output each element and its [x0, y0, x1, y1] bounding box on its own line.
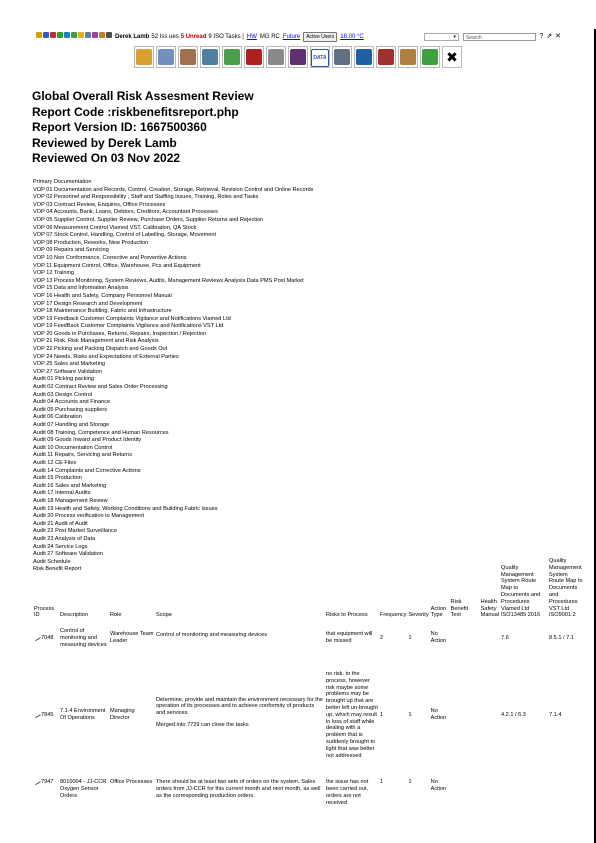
magnifier-icon[interactable]	[266, 46, 286, 68]
doc-list-item[interactable]: VOP 24 Needs, Risks and Expectations of External Parties	[33, 353, 179, 360]
tools-icon-art	[378, 49, 394, 65]
risks-cell: no risk. to the process, however risk maybe some problems may be brought up that are better left un-brought up, which may result in loss of staff while dealing with a problem that is suddenly brought to light that was better not addressed	[326, 670, 378, 759]
iso13485-cell: 7.6	[501, 634, 509, 641]
table-row	[33, 623, 584, 653]
doc-list-item[interactable]: Audit 04 Accounts and Finance	[33, 399, 111, 406]
table-row	[33, 653, 584, 777]
doc-list-item[interactable]: Audit 22 Post Market Surveillance	[33, 528, 117, 535]
action-type-cell: No Action	[430, 779, 447, 792]
frequency-cell: 1	[380, 779, 384, 786]
description-cell: Control of monitoring and measuring devices	[60, 627, 107, 648]
hs-manual-cell	[480, 777, 500, 823]
doc-list-item[interactable]: Audit 06 Calibration	[33, 414, 82, 421]
scope-paragraph: There should be at least two sets of orders on the system. Sales orders from JJ-CCR for this current month and next month, as well as the corresponding production orders.	[156, 779, 321, 799]
people-icon[interactable]	[178, 46, 198, 68]
data-icon[interactable]	[310, 46, 330, 68]
box-icon[interactable]	[398, 46, 418, 68]
report-version: Report Version ID: 1667500360	[32, 120, 207, 134]
help-icon[interactable]: ?	[539, 33, 544, 40]
close-x-icon-art: ✖	[444, 49, 460, 65]
check-icon[interactable]	[71, 32, 77, 38]
process-id-cell[interactable]	[33, 623, 59, 653]
edit-icon[interactable]	[33, 634, 41, 641]
toolbar-select[interactable]	[424, 33, 459, 41]
edit-icon[interactable]	[33, 711, 41, 718]
chevron-down-icon: ▾	[453, 34, 456, 40]
doc-list-item[interactable]: Audit 19 Health and Safety, Working Conditions and Building Fabric issues	[33, 505, 218, 512]
header-role: Role	[110, 612, 122, 619]
doc-list-item[interactable]: VOP 04 Accounts, Bank, Loans, Debtors, Creditors, Accountant Processes	[33, 209, 218, 216]
people-icon-art	[180, 49, 196, 65]
hs-manual-cell	[480, 623, 500, 653]
scope-cell	[155, 777, 325, 823]
doc-list-item[interactable]: Audit 18 Management Review	[33, 497, 108, 504]
chart-icon[interactable]	[92, 32, 98, 38]
doc-list-item[interactable]: Audit 08 Training, Competence and Human Resources	[33, 429, 169, 436]
toolbar-icons	[36, 31, 113, 43]
doc-list-item[interactable]: Audit 14 Complaints and Corrective Actions	[33, 467, 141, 474]
doc-list-item[interactable]: Audit 15 Production	[33, 475, 82, 482]
doc-list-item[interactable]: VOP 25 Sales and Marketing	[33, 361, 106, 368]
unread-count[interactable]: 5 Unread	[180, 34, 207, 40]
iso13485-cell: 4.2.1 / 6.3	[501, 711, 526, 718]
doc-list-item[interactable]: Audit 02 Contract Review and Sales Order Processing	[33, 384, 168, 391]
issues-count[interactable]: 52 Iss ues	[151, 34, 179, 40]
doc-list-item[interactable]: Audit 20 Process verification to Management	[33, 513, 145, 520]
header-qms-iso9001: Quality Management System Route Map to Documents and Procedures VST Ltd ISO9001:2	[549, 558, 583, 619]
temperature-link[interactable]: 18.00 °C	[340, 34, 364, 40]
process-id-cell[interactable]	[33, 653, 59, 777]
note-icon[interactable]	[78, 32, 84, 38]
globe-icon[interactable]	[64, 32, 70, 38]
doc-list-item[interactable]: VOP 19 FeedBack Customer Complaints Vigilance and Notifications VST Ltd	[33, 323, 224, 330]
cart-icon[interactable]	[156, 46, 176, 68]
iso13485-cell	[500, 777, 548, 823]
gear-icon-art	[334, 49, 350, 65]
frequency-cell: 2	[380, 634, 384, 641]
risks-cell: the issue has not been carried out, orders are not received	[326, 779, 369, 806]
scope-paragraph: Control of monitoring and measuring devices	[156, 632, 268, 639]
charts-icon-art	[202, 49, 218, 65]
table-row	[33, 777, 584, 823]
header-hs-manual: Health Safety Manual	[480, 598, 500, 619]
gear-icon[interactable]	[332, 46, 352, 68]
hw-link[interactable]: HW	[246, 34, 257, 40]
frequency-cell: 1	[380, 711, 384, 718]
iso9001-cell: 7.1.4	[549, 711, 562, 718]
number-icon[interactable]	[244, 46, 264, 68]
header-risks: Risks to Process	[326, 612, 368, 619]
reviewed-by: Reviewed by Derek Lamb	[32, 135, 177, 150]
role-cell: Warehouse Team Leader	[110, 631, 154, 645]
action-type-cell: No Action	[430, 631, 447, 645]
print-icon[interactable]	[106, 32, 112, 38]
home-icon[interactable]	[134, 46, 154, 68]
doc-list-item[interactable]: VOP 17 Design Research and Development	[33, 300, 143, 307]
doc-list-item[interactable]: Audit 10 Documentation Control	[33, 444, 113, 451]
header-severity: Severity	[408, 612, 429, 619]
scope-paragraph: Merged into 7729 can close the tasks	[156, 721, 249, 728]
hs-manual-cell	[480, 653, 500, 777]
scope-cell	[155, 653, 325, 777]
google-icon[interactable]	[222, 46, 242, 68]
doc-list-item[interactable]: VOP 18 Maintenance Building, Fabric and Infrastructure	[33, 308, 172, 315]
app-icon-strip	[134, 46, 462, 78]
severity-cell: 1	[408, 779, 412, 786]
edit-icon[interactable]	[33, 778, 41, 785]
severity-cell: 1	[408, 634, 412, 641]
doc-list-item[interactable]: Audit 09 Goods Inward and Product Identity	[33, 437, 142, 444]
doc-list-item[interactable]: Audit 16 Sales and Marketing	[33, 482, 107, 489]
doc-list-item[interactable]: VOP 09 Repairs and Servicing	[33, 247, 109, 254]
data-icon-art: DATA	[311, 49, 329, 67]
process-id[interactable]: 7048	[41, 634, 54, 641]
header-description: Description	[60, 612, 88, 619]
doc-list-item[interactable]: VOP 02 Personnel and Responsibility , Staff and Staffing Issues, Training, Roles and Tasks	[33, 194, 259, 201]
header-qms-iso13485: Quality Management System Route Map to Documents and Procedures Viamed Ltd ISO13485 2016	[501, 564, 541, 619]
number-icon-art	[246, 49, 262, 65]
doc-list-item[interactable]: VOP 05 Supplier Control, Supplier Review, Purchase Orders, Supplier Returns and Rejection	[33, 216, 264, 223]
severity-cell: 1	[408, 711, 412, 718]
doc-list-item[interactable]: VOP 01 Documentation and Records, Control, Creation, Storage, Retrieval, Revision Control and Online Records	[33, 186, 314, 193]
risk-benefit-cell	[450, 653, 480, 777]
user-name[interactable]: Derek Lamb	[115, 34, 150, 40]
cycle-icon[interactable]	[354, 46, 374, 68]
doc-list-item[interactable]: Audit 24 Service Logs	[33, 543, 88, 550]
doc-list-item[interactable]: Audit 21 Audit of Audit	[33, 520, 88, 527]
close-icon[interactable]: ✕	[555, 33, 561, 40]
scope-paragraph: Determine, provide and maintain the environment necessary for the operation of its processes and to achieve conformity of products and services.	[156, 696, 323, 717]
page-title: Global Overall Risk Assesment Review	[32, 89, 254, 103]
doc-list-item[interactable]: Risk Benefit Report	[33, 566, 82, 573]
role-cell: Managing Director	[110, 708, 135, 722]
doc-list-item[interactable]: VOP 06 Measurement Control Viamed VST, Calibration, QA Stock	[33, 224, 197, 231]
mg-rc-link[interactable]: MG RC	[259, 34, 280, 40]
mail-icon[interactable]	[43, 32, 49, 38]
future-link[interactable]: Future	[282, 34, 301, 40]
doc-list-item[interactable]: VOP 16 Health and Safety, Company Personnel Manual	[33, 292, 172, 299]
iso9001-cell: 8.5.1 / 7.1	[549, 634, 574, 641]
doc-list-item[interactable]: VOP 22 Picking and Packing Dispatch and Goods Out	[33, 346, 168, 353]
doc-list-item[interactable]: VOP 27 Software Validation	[33, 368, 102, 375]
pen-icon-art	[290, 49, 306, 65]
home-icon-art	[136, 49, 152, 65]
box-icon-art	[400, 49, 416, 65]
description-cell: 7.1.4 Environment Of Operations	[60, 708, 106, 722]
doc-list-item[interactable]: Audit 01 Picking packing	[33, 376, 94, 383]
role-cell: Office Processes	[110, 779, 153, 786]
doc-list-item[interactable]: VOP 21 Risk, Risk Management and Risk Analysis	[33, 338, 159, 345]
doc-list-item[interactable]: VOP 11 Equipment Control, Office, Warehouse, Pcs and Equipment	[33, 262, 201, 269]
header-process-id: Process ID	[34, 605, 55, 619]
risk-benefit-cell	[450, 777, 480, 823]
lock-icon[interactable]	[36, 32, 42, 38]
process-id[interactable]: 7845	[41, 711, 54, 718]
magnifier-icon-art	[268, 49, 284, 65]
cycle-icon-art	[356, 49, 372, 65]
charts-icon[interactable]	[200, 46, 220, 68]
table-header-row	[33, 558, 584, 623]
iso9001-cell	[548, 777, 584, 823]
doc-list-item[interactable]: Audit 11 Repairs, Servicing and Returns	[33, 452, 133, 459]
risk-benefit-cell	[450, 623, 480, 653]
top-toolbar	[36, 31, 561, 43]
doc-list-item[interactable]: VOP 20 Goods in Purchases, Returns, Repairs, Inspection / Rejection	[33, 330, 207, 337]
folder-icon[interactable]	[99, 32, 105, 38]
header-scope: Scope	[156, 612, 172, 619]
pen-icon[interactable]	[288, 46, 308, 68]
header-frequency: Frequency	[380, 612, 407, 619]
doc-list-item[interactable]: VOP 03 Contract Review, Enquires, Office Processes	[33, 201, 166, 208]
description-cell: 8010004 - JJ-CCR Oxygen Sensor Orders	[60, 779, 107, 799]
risks-cell: that equipment will be missed	[326, 631, 373, 645]
header-risk-benefit: Risk Benefit Text	[450, 598, 469, 619]
doc-list-item[interactable]: VOP 19 Feedback Customer Complaints Vigilance and Notifications Viamed Ltd	[33, 315, 231, 322]
user-icon[interactable]	[85, 32, 91, 38]
doc-list-item[interactable]: Audit 23 Analysis of Data	[33, 535, 96, 542]
document-list	[33, 179, 313, 574]
report-heading	[32, 89, 254, 167]
reviewed-on: Reviewed On 03 Nov 2022	[32, 151, 181, 165]
doc-list-item[interactable]: VOP 12 Training	[33, 270, 74, 277]
search-input[interactable]: Search	[463, 33, 536, 41]
active-users-button[interactable]: Active Users	[303, 32, 337, 42]
process-id-cell[interactable]	[33, 777, 59, 823]
doc-list-item[interactable]: Primary Documentation	[33, 179, 92, 185]
google-icon-art	[224, 49, 240, 65]
action-type-cell: No Action	[430, 708, 447, 722]
close-x-icon[interactable]	[442, 46, 462, 68]
risk-table	[33, 558, 584, 823]
scope-cell	[155, 623, 325, 653]
calendar-icon[interactable]	[50, 32, 56, 38]
doc-list-item[interactable]: Audit 07 Handling and Storage	[33, 422, 110, 428]
doc-list-item[interactable]: Audit 17 Internal Audits	[33, 490, 91, 497]
clock-icon[interactable]	[57, 32, 63, 38]
cart-icon-art	[158, 49, 174, 65]
doc-list-item[interactable]: VOP 13 Process Monitoring, System Reviews, Audits, Management Reviews Analysis Data PMS Post Market	[33, 277, 304, 284]
tools-icon[interactable]	[376, 46, 396, 68]
doc-list-item[interactable]: VOP 15 Data and Information Analysis	[33, 285, 129, 292]
doc-list-item[interactable]: Audit Schedule	[33, 558, 71, 565]
process-id[interactable]: 7947	[41, 779, 54, 786]
doc-list-item[interactable]: Audit 27 Software Validation	[33, 551, 103, 558]
doc-list-item[interactable]: VOP 07 Stock Control, Handling, Control of Labelling, Storage, Movement	[33, 232, 217, 239]
doc-list-item[interactable]: Audit 12 CE Files	[33, 459, 77, 466]
report-code: Report Code :riskbenefitsreport.php	[32, 104, 239, 119]
doc-list-item[interactable]: VOP 08 Production, Reworks, New Production	[33, 239, 149, 246]
books-icon-art	[422, 49, 438, 65]
doc-list-item[interactable]: Audit 03 Design Control	[33, 391, 93, 398]
books-icon[interactable]	[420, 46, 440, 68]
header-action-type: Action Type	[430, 605, 447, 619]
external-link-icon[interactable]: ⇗	[546, 33, 553, 40]
doc-list-item[interactable]: VOP 10 Non Conformance, Corrective and Preventive Actions	[33, 254, 187, 261]
iso-tasks[interactable]: 9 ISO Tasks |	[208, 34, 244, 40]
doc-list-item[interactable]: Audit 05 Purchasing suppliers	[33, 406, 108, 413]
